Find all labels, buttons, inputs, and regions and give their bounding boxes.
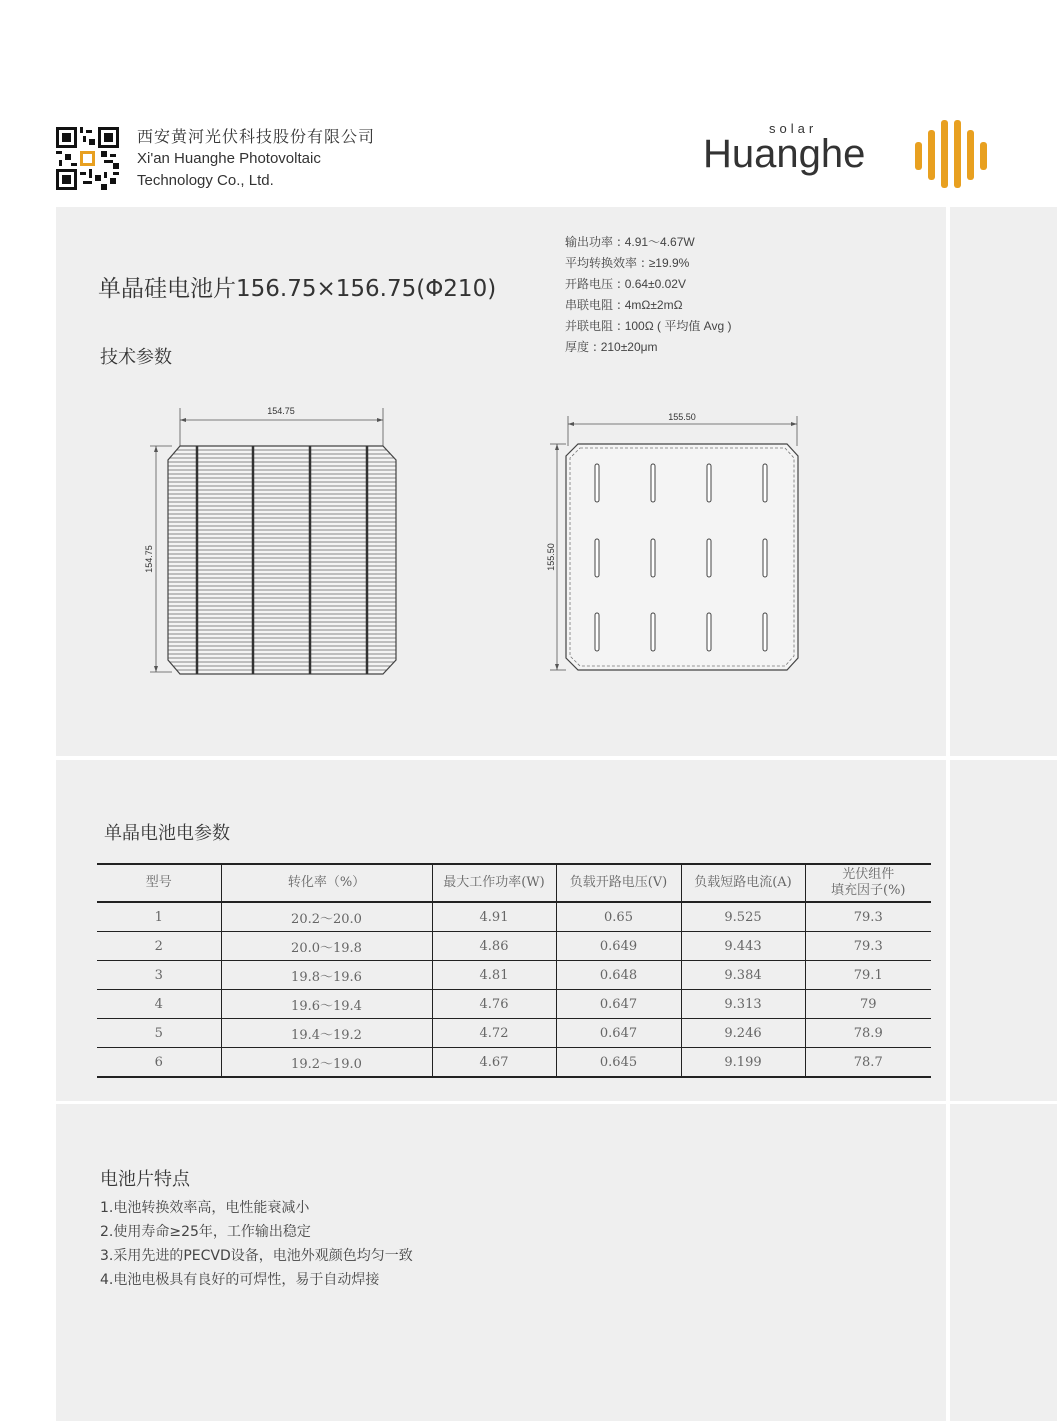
col-header-max-power: 最大工作功率(W) [432, 864, 556, 902]
col-header-fill-factor: 光伏组件 填充因子(%) [805, 864, 931, 902]
table-row: 1 20.2～20.0 4.91 0.65 9.525 79.3 [97, 902, 931, 932]
list-item: 3.采用先进的PECVD设备，电池外观颜色均匀一致 [100, 1248, 413, 1264]
company-name [137, 126, 375, 192]
spec-item: 平均转换效率 : ≥19.9% [565, 256, 690, 270]
electrical-heading: 单晶电池电参数 [104, 823, 230, 844]
col-header-isc: 负载短路电流(A) [681, 864, 805, 902]
cell-front-diagram [138, 400, 403, 685]
spec-item: 厚度 : 210±20μm [565, 340, 658, 354]
back-height-label: 155.50 [546, 543, 556, 571]
list-item: 1.电池转换效率高，电性能衰减小 [100, 1200, 310, 1216]
table-row: 4 19.6～19.4 4.76 0.647 9.313 79 [97, 990, 931, 1019]
electrical-params-table [97, 863, 931, 1078]
spec-item: 开路电压 : 0.64±0.02V [565, 277, 686, 291]
logo-main-text: Huanghe [703, 132, 866, 176]
features-list [100, 1196, 413, 1292]
list-item: 2.使用寿命≥25年，工作输出稳定 [100, 1224, 311, 1240]
side-strip [950, 207, 1057, 756]
spec-list [565, 232, 731, 358]
spec-item: 输出功率 : 4.91～4.67W [565, 235, 695, 249]
col-header-model: 型号 [97, 864, 221, 902]
side-strip [950, 1104, 1057, 1421]
product-title: 单晶硅电池片156.75×156.75(Φ210) [98, 276, 497, 302]
side-strip [950, 760, 1057, 1101]
qr-code-icon [56, 127, 119, 190]
col-header-efficiency: 转化率（%） [221, 864, 432, 902]
table-row: 5 19.4～19.2 4.72 0.647 9.246 78.9 [97, 1019, 931, 1048]
list-item: 4.电池电极具有良好的可焊性，易于自动焊接 [100, 1272, 380, 1288]
back-width-label: 155.50 [668, 412, 696, 422]
company-name-cn: 西安黄河光伏科技股份有限公司 [137, 127, 376, 146]
logo-small-text: solar [769, 121, 818, 136]
spec-item: 并联电阻 : 100Ω ( 平均值 Avg ) [565, 319, 732, 333]
front-height-label: 154.75 [144, 545, 154, 573]
front-width-label: 154.75 [267, 406, 295, 416]
col-header-voc: 负载开路电压(V) [556, 864, 681, 902]
features-heading: 电池片特点 [100, 1169, 190, 1190]
company-name-en-line2: Technology Co., Ltd. [137, 172, 274, 189]
huanghe-solar-logo [703, 118, 988, 190]
table-header-row [97, 864, 931, 902]
company-name-en-line1: Xi'an Huanghe Photovoltaic [137, 150, 321, 167]
table-row: 3 19.8～19.6 4.81 0.648 9.384 79.1 [97, 961, 931, 990]
table-row: 2 20.0～19.8 4.86 0.649 9.443 79.3 [97, 932, 931, 961]
cell-back-diagram [540, 408, 810, 676]
logo-mark-icon [915, 120, 987, 188]
tech-params-heading: 技术参数 [100, 347, 172, 368]
spec-item: 串联电阻 : 4mΩ±2mΩ [565, 298, 683, 312]
table-row: 6 19.2～19.0 4.67 0.645 9.199 78.7 [97, 1048, 931, 1078]
